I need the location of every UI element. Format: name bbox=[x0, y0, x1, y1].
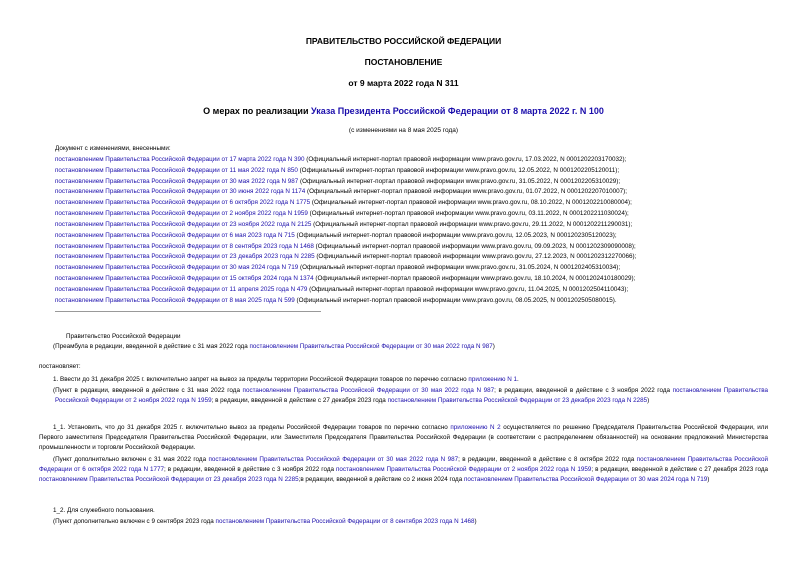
note-text: ; в редакции, введенной в действие с 8 октября 2022 года bbox=[458, 456, 637, 463]
note-text: (Пункт дополнительно включен с 9 сентября 2023 года bbox=[53, 518, 216, 525]
note-text: ; в редакции, введенной в действие с 27 декабря 2023 года bbox=[211, 397, 388, 404]
list-item bbox=[55, 242, 636, 253]
note-text: ; в редакции, введенной в действие с 3 ноября 2022 года bbox=[164, 466, 336, 473]
amendment-link[interactable]: постановлением Правительства Российской Федерации от 23 декабря 2023 года N 2285 bbox=[39, 476, 299, 483]
paragraph-text: осуществляется по решению Председателя Правительства Российской Федерации, или Первого заместителя Председателя Правительства Российской Федерации, или Заместителя Председателя Правительства Российской Федерации (в соответствии с распределением обязанностей) на основании предложений Министерства промышленности и торговли Российской Федерации. bbox=[39, 424, 769, 451]
amendment-link[interactable]: постановлением Правительства Российской Федерации от 30 мая 2022 года N 987 bbox=[208, 456, 459, 463]
note-text: ; в редакции, введенной в действие с 3 ноября 2022 года bbox=[494, 387, 673, 394]
amendment-source: (Официальный интернет-портал правовой информации www.pravo.gov.ru, 01.07.2022, N 0001202207010007); bbox=[305, 188, 627, 196]
note-text: (Пункт дополнительно включен с 31 мая 2022 года bbox=[53, 456, 209, 463]
list-item bbox=[55, 177, 636, 188]
amendment-link[interactable]: постановлением Правительства Российской Федерации от 23 декабря 2023 года N 2285 bbox=[387, 397, 648, 404]
paragraph-1-2: 1_2. Для служебного пользования. bbox=[53, 507, 155, 514]
appendix-1-link[interactable]: приложению N 1 bbox=[468, 376, 518, 383]
amendment-link[interactable]: постановлением Правительства Российской Федерации от 8 сентября 2023 года N 1468 bbox=[55, 242, 314, 250]
amendment-link[interactable]: постановлением Правительства Российской Федерации от 30 июня 2022 года N 1174 bbox=[55, 188, 306, 196]
paragraph-text: 1. Ввести до 31 декабря 2025 г. включительно запрет на вывоз за пределы территории Российской Федерации товаров по перечню согласно bbox=[53, 376, 469, 383]
amendment-link[interactable]: постановлением Правительства Российской Федерации от 2 ноября 2022 года N 1959 bbox=[55, 387, 768, 404]
amendment-link[interactable]: постановлением Правительства Российской Федерации от 6 октября 2022 года N 1775 bbox=[55, 199, 311, 207]
amendment-link[interactable]: постановлением Правительства Российской Федерации от 2 ноября 2022 года N 1959 bbox=[336, 466, 592, 473]
title-prefix: О мерах по реализации bbox=[203, 106, 311, 116]
note-text: ) bbox=[647, 397, 650, 404]
amendment-source: (Официальный интернет-портал правовой информации www.pravo.gov.ru, 27.12.2023, N 0001202312270066); bbox=[314, 253, 637, 261]
amendment-link[interactable]: постановлением Правительства Российской Федерации от 17 марта 2022 года N 390 bbox=[55, 155, 305, 163]
changes-note: (с изменениями на 8 мая 2025 года) bbox=[348, 127, 459, 134]
section-divider bbox=[55, 311, 321, 312]
list-item bbox=[55, 252, 636, 263]
paragraph-text: 1_1. Установить, что до 31 декабря 2025 г. включительно вывоз за пределы Российской Федерации товаров по перечню согласно bbox=[53, 424, 451, 431]
amendment-link[interactable]: постановлением Правительства Российской Федерации от 6 мая 2023 года N 715 bbox=[55, 231, 295, 239]
document-title bbox=[0, 106, 807, 116]
amendment-source: (Официальный интернет-портал правовой информации www.pravo.gov.ru, 17.03.2022, N 0001202203170032); bbox=[304, 155, 627, 163]
amendment-link[interactable]: постановлением Правительства Российской Федерации от 8 мая 2025 года N 599 bbox=[55, 296, 295, 304]
note-text: ) bbox=[492, 343, 495, 350]
amendment-link[interactable]: постановлением Правительства Российской Федерации от 2 ноября 2022 года N 1959 bbox=[55, 210, 308, 218]
amendment-source: (Официальный интернет-портал правовой информации www.pravo.gov.ru, 18.10.2024, N 0001202410180029); bbox=[313, 275, 636, 283]
note-text: (Пункт в редакции, введенной в действие с 31 мая 2022 года bbox=[53, 387, 243, 394]
note-text: ) bbox=[707, 476, 710, 483]
amendment-source: (Официальный интернет-портал правовой информации www.pravo.gov.ru, 11.04.2025, N 0001202504110043); bbox=[307, 285, 629, 293]
paragraph-1-1 bbox=[39, 423, 768, 453]
amendment-source: (Официальный интернет-портал правовой информации www.pravo.gov.ru, 12.05.2022, N 0001202205120011); bbox=[297, 166, 620, 174]
amendment-link[interactable]: постановлением Правительства Российской Федерации от 30 мая 2022 года N 987 bbox=[249, 343, 493, 350]
list-item bbox=[55, 220, 636, 231]
note-text: ) bbox=[474, 518, 477, 525]
paragraph-text: . bbox=[517, 376, 519, 383]
amendment-source: (Официальный интернет-портал правовой информации www.pravo.gov.ru, 31.05.2024, N 0001202405310034); bbox=[298, 264, 621, 272]
amendment-link[interactable]: постановлением Правительства Российской Федерации от 23 ноября 2022 года N 2125 bbox=[55, 220, 312, 228]
president-decree-link[interactable]: Указа Президента Российской Федерации от 8 марта 2022 г. N 100 bbox=[310, 106, 604, 116]
preamble-note bbox=[53, 342, 495, 352]
issuer-heading: ПРАВИТЕЛЬСТВО РОССИЙСКОЙ ФЕДЕРАЦИИ bbox=[305, 36, 502, 46]
amendment-link[interactable]: постановлением Правительства Российской Федерации от 8 сентября 2023 года N 1468 bbox=[215, 518, 475, 525]
amendment-link[interactable]: постановлением Правительства Российской Федерации от 30 мая 2022 года N 987 bbox=[242, 387, 495, 394]
note-text: ;в редакции, введенной в действие со 2 июня 2024 года bbox=[298, 476, 464, 483]
amendment-link[interactable]: постановлением Правительства Российской Федерации от 30 мая 2024 года N 719 bbox=[55, 264, 299, 272]
list-item bbox=[55, 198, 636, 209]
amendment-link[interactable]: постановлением Правительства Российской Федерации от 23 декабря 2023 года N 2285 bbox=[55, 253, 315, 261]
list-item bbox=[55, 166, 636, 177]
postanovlyaet: постановляет: bbox=[39, 363, 81, 370]
paragraph-1-note bbox=[55, 386, 768, 406]
list-item bbox=[55, 285, 636, 296]
list-item bbox=[55, 231, 636, 242]
changes-list bbox=[55, 144, 636, 307]
paragraph-1 bbox=[53, 375, 519, 385]
amendment-source: (Официальный интернет-портал правовой информации www.pravo.gov.ru, 03.11.2022, N 0001202211030024); bbox=[307, 210, 629, 218]
list-item bbox=[55, 209, 636, 220]
amendment-source: (Официальный интернет-портал правовой информации www.pravo.gov.ru, 31.05.2022, N 0001202205310029); bbox=[298, 177, 621, 185]
note-text: ; в редакции, введенной в действие с 27 декабря 2023 года bbox=[591, 466, 768, 473]
amendment-source: (Официальный интернет-портал правовой информации www.pravo.gov.ru, 29.11.2022, N 0001202211290031); bbox=[311, 220, 633, 228]
document-type: ПОСТАНОВЛЕНИЕ bbox=[364, 57, 443, 67]
list-item bbox=[55, 263, 636, 274]
list-item bbox=[55, 155, 636, 166]
list-item bbox=[55, 274, 636, 285]
document-date: от 9 марта 2022 года N 311 bbox=[348, 78, 459, 88]
amendment-link[interactable]: постановлением Правительства Российской Федерации от 6 октября 2022 года N 1777 bbox=[39, 456, 768, 473]
list-item bbox=[55, 296, 636, 307]
preamble: Правительство Российской Федерации bbox=[66, 333, 181, 340]
amendment-source: (Официальный интернет-портал правовой информации www.pravo.gov.ru, 08.05.2025, N 0001202505080015). bbox=[294, 296, 617, 304]
changes-intro: Документ с изменениями, внесенными: bbox=[55, 145, 171, 152]
amendment-source: (Официальный интернет-портал правовой информации www.pravo.gov.ru, 09.09.2023, N 0001202309090008); bbox=[313, 242, 636, 250]
amendment-link[interactable]: постановлением Правительства Российской Федерации от 30 мая 2022 года N 987 bbox=[55, 177, 299, 185]
appendix-2-link[interactable]: приложению N 2 bbox=[450, 424, 501, 431]
amendment-link[interactable]: постановлением Правительства Российской Федерации от 30 мая 2024 года N 719 bbox=[463, 476, 708, 483]
amendment-link[interactable]: постановлением Правительства Российской Федерации от 15 октября 2024 года N 1374 bbox=[55, 275, 314, 283]
amendment-link[interactable]: постановлением Правительства Российской Федерации от 11 апреля 2025 года N 479 bbox=[55, 285, 308, 293]
amendment-link[interactable]: постановлением Правительства Российской Федерации от 11 мая 2022 года N 850 bbox=[55, 166, 298, 174]
note-text: (Преамбула в редакции, введенной в действие с 31 мая 2022 года bbox=[53, 343, 250, 350]
paragraph-1-1-note bbox=[39, 455, 768, 485]
paragraph-1-2-note bbox=[53, 517, 477, 527]
amendment-source: (Официальный интернет-портал правовой информации www.pravo.gov.ru, 12.05.2023, N 0001202305120023); bbox=[294, 231, 617, 239]
amendment-source: (Официальный интернет-портал правовой информации www.pravo.gov.ru, 08.10.2022, N 0001202210080004); bbox=[310, 199, 632, 207]
list-item bbox=[55, 187, 636, 198]
